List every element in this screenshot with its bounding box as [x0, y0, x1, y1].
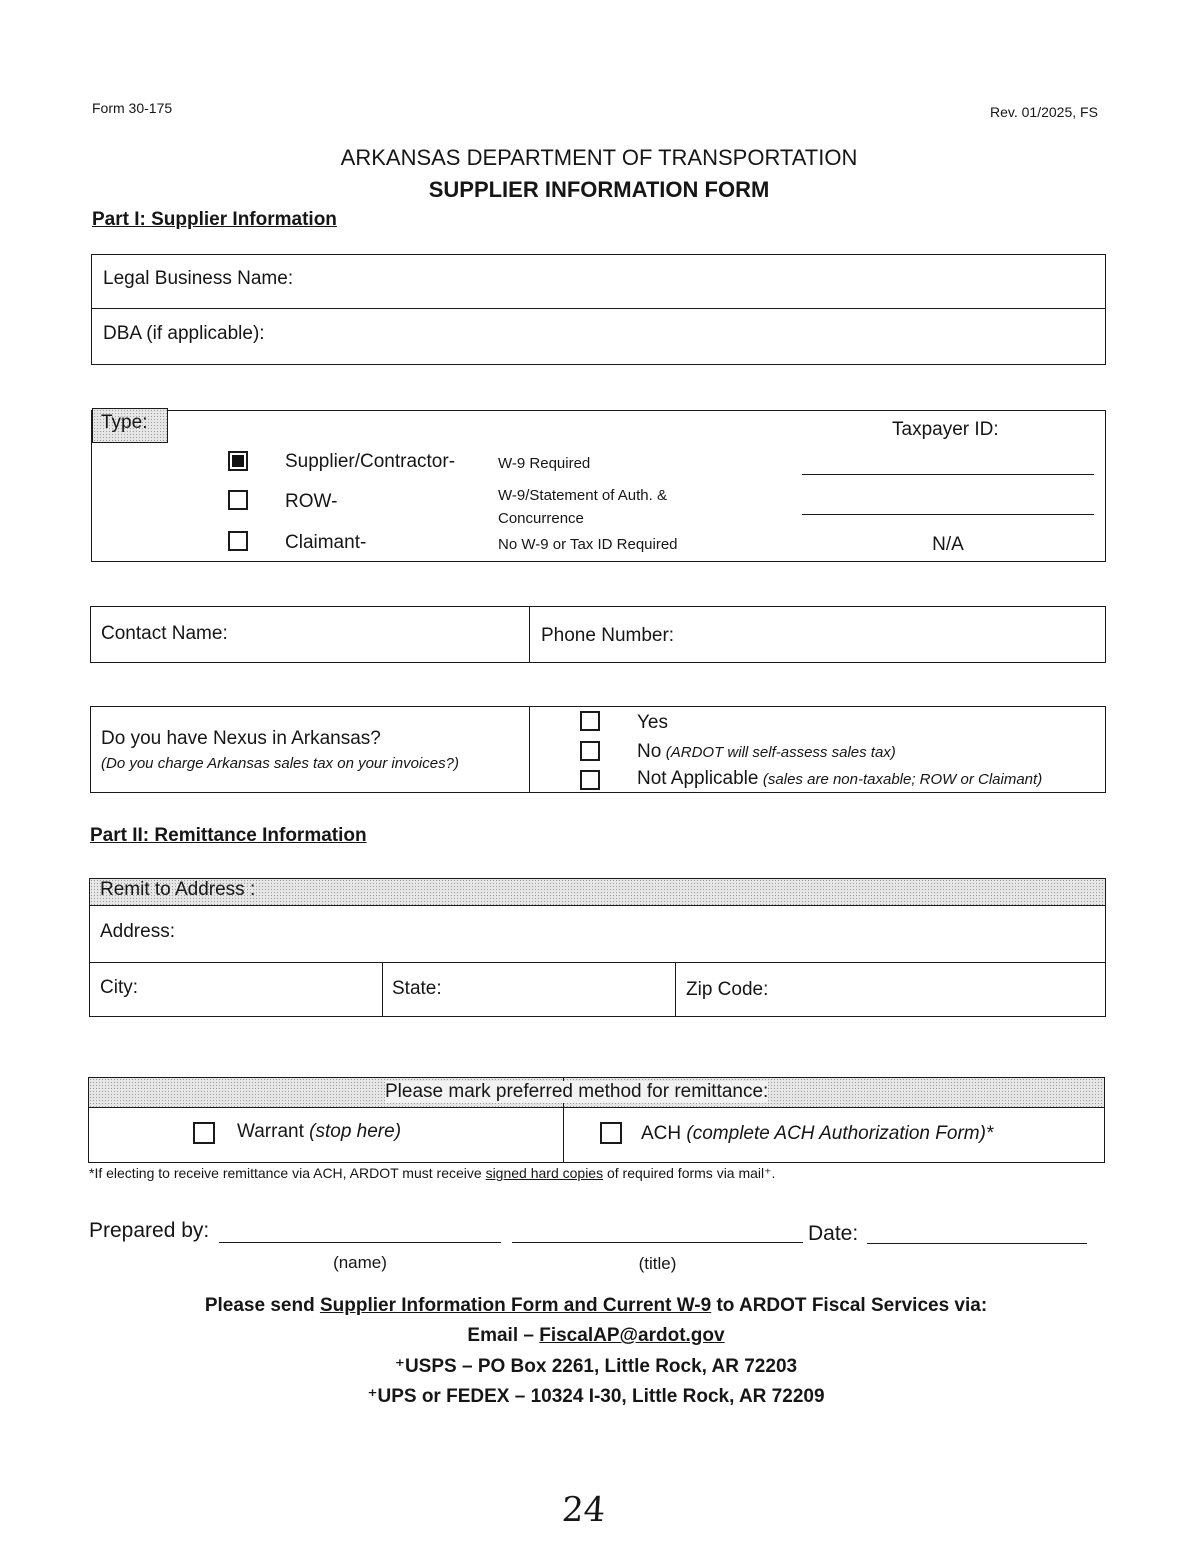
claimant-requirement: No W-9 or Tax ID Required [498, 536, 678, 553]
type-label-cell [92, 408, 168, 443]
title-caption: (title) [638, 1254, 677, 1273]
ach-footnote [89, 1165, 775, 1182]
row-requirement: W-9/Statement of Auth. & Concurrence [498, 487, 667, 527]
ach-option [641, 1123, 993, 1145]
divider [382, 962, 383, 1017]
date-field[interactable] [867, 1213, 1087, 1241]
claimant-checkbox[interactable] [228, 531, 248, 551]
prepared-title-field[interactable] [512, 1212, 803, 1240]
phone-number-field[interactable] [690, 614, 1095, 654]
send-text: Please send [204, 1295, 320, 1316]
remittance-method-heading: Please mark preferred method for remittance: [385, 1081, 769, 1102]
ups-fedex-address: ⁺UPS or FEDEX – 10324 I-30, Little Rock, AR 72209 [367, 1386, 825, 1407]
part2-heading: Part II: Remittance Information [90, 825, 367, 846]
send-instructions [0, 1295, 1192, 1317]
nexus-na-label: Not Applicable [637, 768, 759, 789]
form-number: Form 30-175 [92, 100, 173, 116]
divider [91, 308, 1106, 309]
city-label: City: [100, 977, 138, 998]
state-field[interactable] [450, 968, 668, 1010]
email-label: Email – [467, 1325, 540, 1346]
contact-name-field[interactable] [240, 614, 522, 654]
ach-footnote-text: *If electing to receive remittance via ACH, ARDOT must receive [89, 1165, 486, 1181]
claimant-label: Claimant- [285, 532, 367, 553]
supplier-requirement: W-9 Required [498, 455, 591, 472]
date-label: Date: [808, 1222, 859, 1245]
nexus-na-checkbox[interactable] [580, 770, 600, 790]
zip-code-field[interactable] [778, 968, 1096, 1010]
dba-field[interactable] [280, 317, 1095, 357]
revision-label: Rev. 01/2025, FS [990, 104, 1098, 120]
prepared-name-field[interactable] [219, 1212, 501, 1240]
row-label: ROW- [285, 491, 338, 512]
contact-name-label: Contact Name: [101, 623, 228, 644]
prepared-by-label: Prepared by: [89, 1219, 210, 1242]
zip-code-label: Zip Code: [686, 979, 769, 1000]
ach-label: ACH [641, 1123, 682, 1144]
address-label: Address: [100, 921, 175, 942]
city-field[interactable] [150, 968, 375, 1010]
ach-note: (complete ACH Authorization Form)* [686, 1123, 994, 1144]
divider [89, 962, 1106, 963]
taxpayer-id-field-row[interactable] [802, 486, 1094, 512]
row-checkbox[interactable] [228, 490, 248, 510]
taxpayer-id-line-row [802, 514, 1094, 515]
phone-number-label: Phone Number: [541, 625, 675, 646]
supplier-contractor-label: Supplier/Contractor- [285, 451, 456, 472]
nexus-yes-checkbox[interactable] [580, 711, 600, 731]
type-label: Type: [101, 412, 148, 433]
divider [89, 905, 1106, 906]
ach-checkbox[interactable] [600, 1122, 622, 1144]
page-number: 24 [560, 1490, 607, 1530]
nexus-no-label: No [637, 741, 662, 762]
email-link[interactable]: FiscalAP@ardot.gov [539, 1325, 725, 1346]
legal-business-name-label: Legal Business Name: [103, 268, 294, 289]
nexus-yes-label: Yes [637, 712, 668, 733]
taxpayer-id-line-supplier [802, 474, 1094, 475]
name-line [219, 1242, 501, 1243]
warrant-option [237, 1121, 401, 1143]
nexus-no-note: (ARDOT will self-assess sales tax) [665, 744, 896, 761]
part1-heading: Part I: Supplier Information [92, 209, 337, 230]
ach-footnote-emphasis: signed hard copies [485, 1165, 604, 1181]
ach-footnote-end: of required forms via mail⁺. [603, 1165, 776, 1181]
send-text-end: to ARDOT Fiscal Services via: [711, 1295, 988, 1316]
divider [675, 962, 676, 1017]
warrant-note: (stop here) [309, 1121, 402, 1142]
warrant-label: Warrant [237, 1121, 304, 1142]
usps-address: ⁺USPS – PO Box 2261, Little Rock, AR 72203 [394, 1356, 798, 1377]
state-label: State: [392, 978, 442, 999]
name-caption: (name) [333, 1253, 387, 1272]
nexus-na-option [637, 768, 1042, 790]
nexus-sub-question: (Do you charge Arkansas sales tax on your invoices?) [101, 755, 459, 772]
email-line [0, 1325, 1192, 1347]
nexus-na-note: (sales are non-taxable; ROW or Claimant) [762, 771, 1043, 788]
send-documents: Supplier Information Form and Current W-9 [319, 1295, 712, 1316]
nexus-no-checkbox[interactable] [580, 741, 600, 761]
title-line [512, 1242, 803, 1243]
form-title: SUPPLIER INFORMATION FORM [428, 177, 770, 202]
legal-business-name-field[interactable] [300, 262, 1095, 302]
taxpayer-id-label: Taxpayer ID: [892, 419, 999, 440]
supplier-contractor-checkbox[interactable] [228, 451, 248, 471]
dba-label: DBA (if applicable): [103, 323, 265, 344]
divider [88, 1107, 1105, 1108]
nexus-no-option [637, 741, 896, 763]
address-field[interactable] [185, 912, 1095, 954]
nexus-question: Do you have Nexus in Arkansas? [101, 728, 381, 749]
divider [529, 606, 530, 663]
taxpayer-id-field-supplier[interactable] [802, 446, 1094, 472]
agency-name: ARKANSAS DEPARTMENT OF TRANSPORTATION [340, 145, 858, 170]
remit-to-label: Remit to Address : [100, 879, 256, 900]
claimant-taxpayer-id: N/A [932, 534, 964, 555]
date-line [867, 1243, 1087, 1244]
warrant-checkbox[interactable] [193, 1122, 215, 1144]
divider [529, 706, 530, 793]
